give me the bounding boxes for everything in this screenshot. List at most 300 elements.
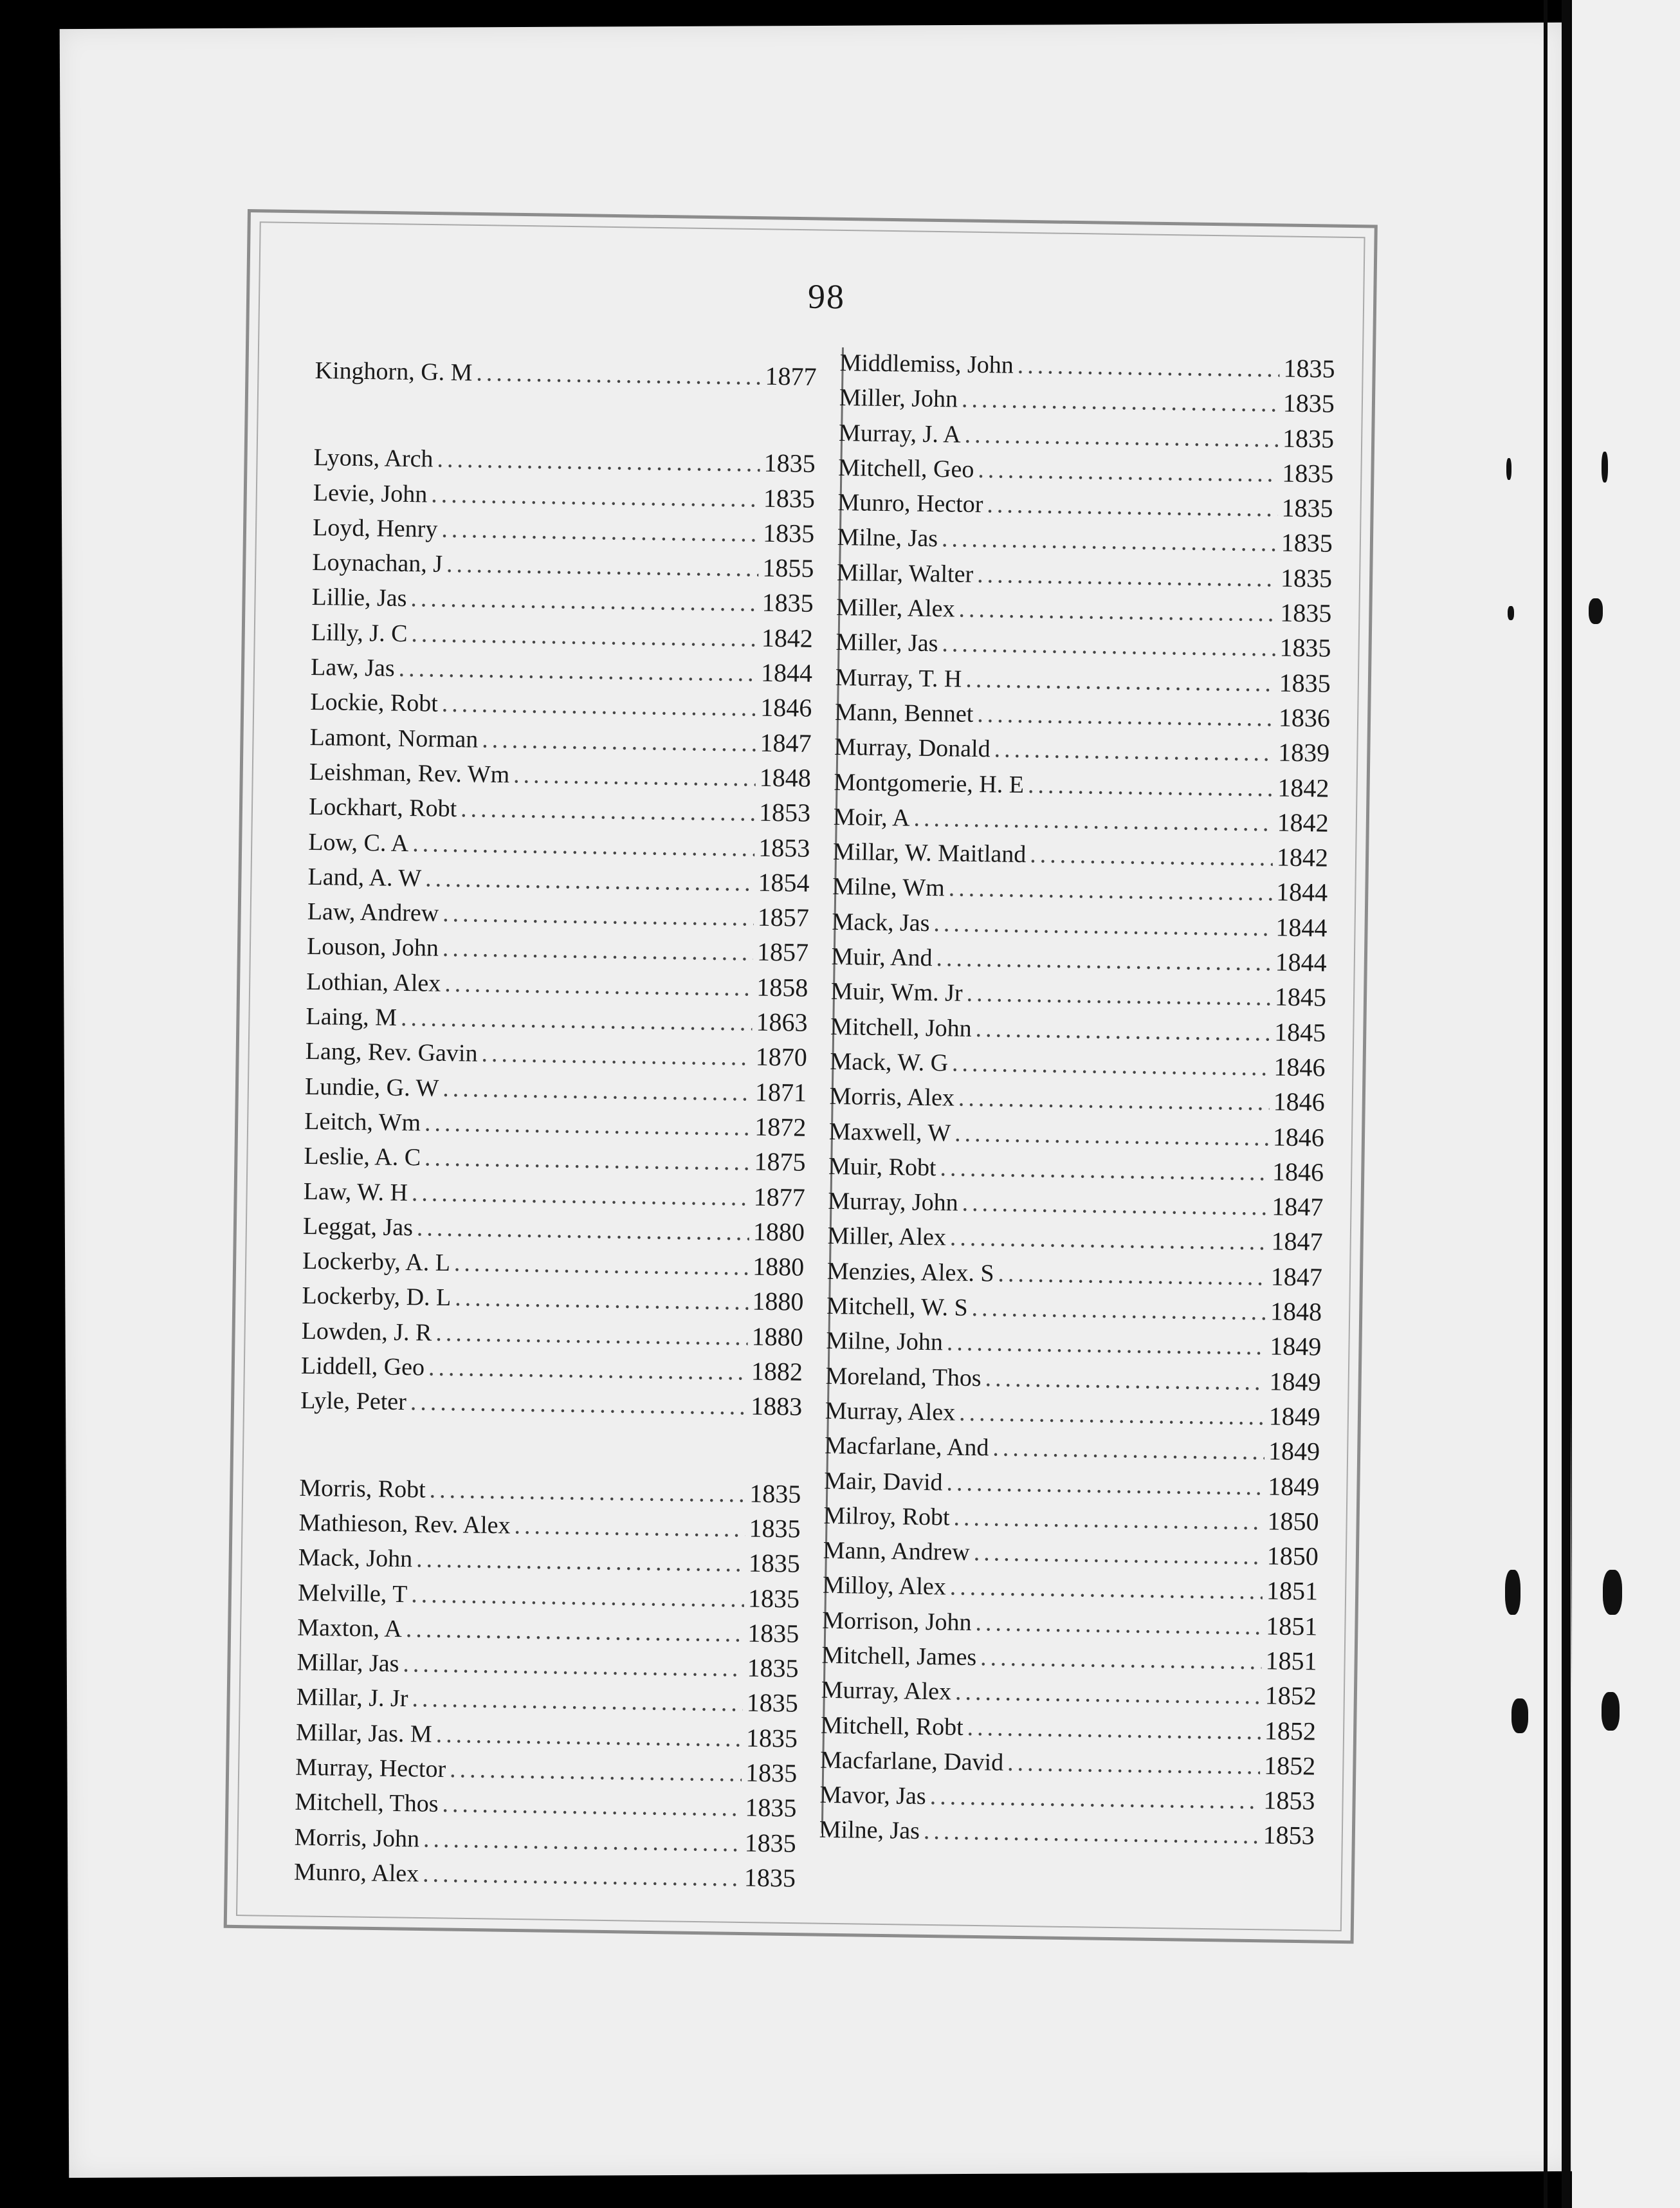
entry-name: Mitchell, James (821, 1641, 977, 1671)
entry-name: Lockerby, D. L (302, 1282, 452, 1312)
register-entry (307, 928, 809, 970)
register-entry (833, 799, 1329, 841)
entry-year: 1853 (758, 797, 811, 828)
dot-leader (975, 1605, 1262, 1644)
register-entry (833, 834, 1329, 876)
entry-year: 1844 (1275, 947, 1327, 977)
page-number: 98 (807, 277, 846, 317)
register-entry (825, 1357, 1321, 1399)
register-entry (821, 1672, 1317, 1714)
dot-leader (940, 1150, 1268, 1190)
entry-year: 1842 (1277, 773, 1329, 803)
entry-year: 1835 (747, 1583, 800, 1614)
entry-name: Millar, J. Jr (296, 1684, 408, 1713)
entry-year: 1835 (1279, 668, 1331, 698)
entry-year: 1845 (1274, 982, 1327, 1012)
register-entry (311, 649, 813, 691)
entry-year: 1882 (751, 1356, 803, 1386)
entry-year: 1847 (760, 728, 812, 758)
dot-leader (985, 1361, 1266, 1399)
entry-year: 1835 (1279, 598, 1332, 628)
register-entry (300, 1383, 803, 1424)
dot-leader (978, 452, 1279, 492)
entry-year: 1849 (1268, 1401, 1321, 1431)
entry-year: 1870 (755, 1042, 808, 1072)
entry-year: 1846 (1273, 1087, 1325, 1117)
register-entry (831, 973, 1327, 1015)
entry-name: Lang, Rev. Gavin (305, 1038, 478, 1067)
entry-name: Murray, John (828, 1187, 958, 1217)
entry-name: Menzies, Alex. S (826, 1257, 994, 1287)
entry-name: Maxton, A (297, 1614, 403, 1642)
register-entry (837, 484, 1333, 526)
register-entry (829, 1113, 1325, 1155)
dot-leader (461, 791, 756, 831)
register-entry (821, 1707, 1317, 1749)
dot-leader (913, 801, 1274, 841)
dot-leader (398, 651, 757, 691)
dot-leader (412, 826, 755, 866)
register-entry (303, 1208, 805, 1250)
entry-name: Mann, Bennet (834, 698, 974, 728)
dot-leader (1030, 837, 1273, 876)
dot-leader (435, 1315, 748, 1354)
entry-year: 1857 (757, 902, 810, 932)
entry-year: 1854 (758, 867, 810, 897)
entry-year: 1844 (760, 658, 813, 688)
register-entry (828, 1148, 1324, 1190)
dot-leader (998, 1256, 1267, 1294)
dot-leader (428, 1350, 748, 1390)
entry-year: 1883 (750, 1391, 803, 1422)
dot-leader (425, 1141, 751, 1180)
dot-leader (481, 1036, 752, 1075)
register-entry (308, 823, 810, 865)
register-entry (832, 869, 1328, 910)
entry-name: Mann, Andrew (823, 1536, 971, 1567)
entry-name: Lamont, Norman (309, 723, 479, 753)
dot-leader (435, 1717, 742, 1756)
dot-leader (933, 906, 1272, 946)
dot-leader (955, 1675, 1261, 1714)
entry-year: 1871 (754, 1077, 807, 1107)
entry-year: 1842 (761, 623, 814, 653)
entry-name: Leitch, Wm (304, 1107, 421, 1137)
register-entry (830, 1044, 1326, 1085)
register-entry (297, 1644, 799, 1686)
dot-leader (423, 1856, 740, 1895)
entry-year: 1845 (1274, 1017, 1326, 1047)
entry-name: Lockhart, Robt (308, 793, 457, 823)
register-entry (302, 1243, 805, 1285)
register-entry (298, 1505, 801, 1547)
entry-name: Lyons, Arch (313, 444, 434, 473)
register-entry (827, 1253, 1323, 1295)
entry-name: Moreland, Thos (825, 1362, 982, 1392)
dot-leader (443, 896, 754, 935)
entry-year: 1880 (752, 1251, 805, 1282)
group-spacer (314, 387, 816, 446)
register-entry (305, 1033, 807, 1075)
register-entry (301, 1313, 803, 1355)
entry-name: Miller, John (839, 384, 958, 413)
entry-year: 1863 (756, 1007, 808, 1037)
entry-name: Law, Jas (310, 654, 395, 682)
register-entry (302, 1278, 804, 1320)
register-entry (837, 519, 1333, 561)
entry-year: 1877 (753, 1182, 806, 1212)
register-entry (311, 579, 814, 621)
entry-year: 1835 (1281, 493, 1333, 523)
entry-name: Milne, John (826, 1327, 944, 1356)
register-entry (834, 764, 1329, 805)
right-column (819, 345, 1335, 1854)
dot-leader (975, 1011, 1270, 1051)
register-entry (313, 510, 815, 551)
dot-leader (403, 1646, 744, 1686)
register-entry (306, 998, 808, 1040)
entry-year: 1851 (1266, 1576, 1319, 1606)
dot-leader (454, 1246, 749, 1285)
entry-name: Murray, J. A (838, 419, 962, 448)
dot-leader (411, 616, 758, 656)
entry-name: Miller, Alex (836, 594, 955, 623)
scan-speck (1589, 598, 1603, 624)
entry-name: Montgomerie, H. E (834, 768, 1025, 798)
entry-year: 1846 (760, 693, 812, 723)
entry-year: 1835 (749, 1478, 801, 1509)
entry-year: 1835 (1282, 423, 1335, 454)
entry-year: 1835 (1283, 388, 1335, 419)
dot-leader (954, 1116, 1269, 1155)
dot-leader (959, 1395, 1265, 1435)
entry-name: Low, C. A (308, 828, 409, 857)
dot-leader (429, 1472, 745, 1511)
dot-leader (967, 1710, 1261, 1749)
register-entry (824, 1462, 1320, 1504)
binding-edge-line (1544, 0, 1548, 2208)
register-entry (306, 964, 808, 1006)
dot-leader (441, 512, 760, 551)
dot-leader (949, 1220, 1267, 1260)
register-entry (310, 684, 812, 726)
dot-leader (412, 1682, 743, 1721)
entry-name: Mitchell, Thos (295, 1789, 439, 1818)
dot-leader (992, 1431, 1265, 1469)
entry-year: 1842 (1276, 842, 1329, 872)
dot-leader (953, 1500, 1264, 1539)
dot-leader (443, 1071, 751, 1110)
entry-year: 1835 (749, 1513, 801, 1543)
entry-year: 1846 (1272, 1157, 1324, 1187)
entry-year: 1877 (765, 361, 817, 391)
entry-year: 1835 (747, 1653, 799, 1683)
register-entry (313, 475, 816, 517)
entry-year: 1852 (1264, 1716, 1317, 1746)
entry-year: 1853 (1263, 1785, 1315, 1816)
entry-name: Loyd, Henry (312, 513, 438, 543)
entry-name: Mack, W. G (830, 1047, 949, 1077)
dot-leader (994, 732, 1274, 771)
entry-name: Moir, A (833, 803, 910, 832)
entry-year: 1835 (1281, 528, 1333, 558)
entry-name: Muir, And (831, 943, 933, 972)
dot-leader (482, 722, 756, 760)
dot-leader (942, 627, 1276, 667)
dot-leader (455, 1281, 749, 1320)
register-entry (830, 1009, 1326, 1051)
register-entry (823, 1498, 1319, 1540)
scan-speck (1602, 452, 1608, 483)
entry-name: Macfarlane, David (819, 1746, 1004, 1776)
scan-speck (1506, 458, 1511, 480)
register-entry (297, 1610, 799, 1651)
dot-leader (958, 1081, 1270, 1120)
register-entry (296, 1714, 798, 1756)
register-entry (828, 1183, 1324, 1225)
entry-name: Lockerby, A. L (302, 1247, 451, 1277)
register-entry (831, 939, 1327, 980)
entry-name: Millar, Walter (836, 558, 974, 588)
dot-leader (425, 861, 754, 900)
entry-name: Macfarlane, And (824, 1432, 989, 1462)
dot-leader (450, 1752, 742, 1791)
entry-year: 1875 (754, 1146, 806, 1177)
entry-year: 1849 (1270, 1331, 1322, 1361)
entry-name: Middlemiss, John (839, 349, 1014, 379)
entry-year: 1835 (746, 1688, 799, 1718)
dot-leader (977, 697, 1275, 736)
entry-year: 1848 (1270, 1296, 1322, 1327)
entry-name: Levie, John (313, 479, 428, 508)
entry-year: 1835 (747, 1618, 799, 1648)
entry-name: Liddell, Geo (300, 1352, 425, 1381)
register-entry (826, 1288, 1322, 1330)
surname-group-m-continued (819, 345, 1335, 1854)
entry-year: 1855 (762, 553, 814, 584)
entry-name: Morris, John (294, 1823, 420, 1853)
dot-leader (948, 871, 1272, 910)
entry-name: Leishman, Rev. Wm (309, 758, 510, 789)
entry-name: Land, A. W (307, 863, 422, 892)
entry-name: Lyle, Peter (300, 1387, 407, 1416)
entry-name: Lillie, Jas (311, 584, 407, 612)
entry-name: Kinghorn, G. M (315, 356, 473, 387)
register-entry (826, 1323, 1322, 1365)
entry-name: Maxwell, W (828, 1118, 951, 1147)
entry-name: Mitchell, W. S (826, 1292, 968, 1321)
register-entry (298, 1574, 800, 1616)
entry-year: 1844 (1275, 912, 1328, 943)
entry-name: Morrison, John (822, 1606, 972, 1636)
register-entry (834, 729, 1330, 771)
entry-name: Leggat, Jas (302, 1212, 414, 1242)
entry-year: 1850 (1266, 1541, 1319, 1571)
dot-leader (980, 1640, 1262, 1679)
entry-year: 1872 (754, 1112, 807, 1142)
entry-year: 1851 (1265, 1611, 1318, 1641)
left-column (294, 353, 817, 1896)
register-entry (296, 1679, 798, 1721)
register-entry (309, 719, 812, 761)
dot-leader (936, 941, 1272, 980)
register-entry (822, 1602, 1318, 1644)
dot-leader (416, 1542, 745, 1581)
entry-year: 1880 (752, 1287, 804, 1317)
register-entry (821, 1637, 1317, 1679)
register-entry (835, 659, 1331, 701)
entry-name: Murray, Donald (834, 733, 991, 763)
register-entry (309, 754, 812, 796)
register-entry (312, 544, 814, 586)
scan-speck (1508, 606, 1514, 620)
register-entry (838, 450, 1334, 492)
entry-name: Mitchell, Geo (838, 454, 974, 483)
register-entry (835, 624, 1331, 666)
dot-leader (417, 1210, 750, 1250)
entry-year: 1848 (759, 762, 812, 793)
entry-year: 1839 (1277, 737, 1330, 768)
dot-leader (410, 1385, 747, 1425)
entry-year: 1880 (751, 1321, 804, 1352)
register-entry (837, 555, 1333, 596)
register-entry (304, 1138, 806, 1180)
dot-leader (412, 1175, 751, 1215)
dot-leader (947, 1325, 1266, 1365)
register-entry (820, 1742, 1316, 1784)
scan-speck (1511, 1698, 1528, 1733)
entry-year: 1849 (1267, 1471, 1320, 1502)
entry-year: 1850 (1267, 1506, 1319, 1536)
dot-leader (973, 1535, 1263, 1574)
register-entry (311, 614, 814, 656)
register-entry (307, 859, 810, 901)
dot-leader (411, 1577, 744, 1617)
register-entry (301, 1348, 803, 1390)
entry-name: Louson, John (306, 933, 439, 962)
register-entry (304, 1103, 807, 1145)
entry-year: 1836 (1278, 703, 1331, 733)
entry-name: Murray, Hector (295, 1753, 446, 1783)
entry-year: 1857 (756, 937, 809, 968)
entry-name: Laing, M (306, 1002, 397, 1031)
dot-leader (444, 966, 753, 1006)
entry-name: Lockie, Robt (310, 688, 439, 718)
entry-name: Miller, Alex (827, 1222, 947, 1251)
entry-name: Murray, Alex (821, 1677, 952, 1706)
entry-year: 1835 (762, 588, 814, 618)
register-entry (823, 1567, 1319, 1609)
entry-name: Leslie, A. C (304, 1143, 421, 1172)
entry-name: Muir, Robt (828, 1152, 936, 1182)
entry-name: Mair, David (824, 1467, 943, 1496)
entry-name: Lowden, J. R (301, 1317, 432, 1347)
dot-leader (446, 547, 759, 586)
dot-leader (929, 1779, 1259, 1818)
register-entry (315, 353, 817, 394)
register-entry (819, 1812, 1315, 1854)
entry-year: 1835 (763, 448, 816, 479)
entry-year: 1835 (744, 1863, 796, 1893)
register-entry (295, 1784, 797, 1826)
dot-leader (924, 1814, 1259, 1854)
entry-name: Mitchell, Robt (820, 1711, 963, 1741)
entry-year: 1847 (1271, 1226, 1323, 1257)
entry-year: 1835 (748, 1548, 801, 1578)
register-entry (836, 589, 1332, 631)
entry-name: Lundie, G. W (304, 1072, 439, 1102)
entry-name: Millar, W. Maitland (832, 838, 1027, 869)
register-entry (835, 694, 1331, 736)
entry-name: Milne, Jas (819, 1816, 920, 1845)
dot-leader (949, 1570, 1263, 1609)
entry-year: 1846 (1272, 1122, 1325, 1152)
dot-leader (513, 757, 756, 796)
entry-year: 1852 (1265, 1680, 1317, 1711)
dot-leader (964, 417, 1279, 456)
entry-year: 1835 (745, 1792, 797, 1823)
dot-leader (962, 1186, 1268, 1225)
register-entry (823, 1532, 1319, 1574)
scan-speck (1602, 1692, 1620, 1731)
entry-year: 1852 (1263, 1751, 1316, 1781)
surname-group-l (300, 439, 816, 1424)
entry-year: 1835 (1281, 458, 1334, 488)
surname-group-m (294, 1469, 801, 1895)
dot-leader (441, 686, 756, 726)
entry-year: 1835 (762, 518, 815, 548)
register-entry (832, 904, 1328, 946)
scan-speck (1505, 1570, 1520, 1615)
entry-year: 1847 (1270, 1262, 1323, 1292)
entry-year: 1835 (1283, 353, 1335, 383)
register-entry (819, 1777, 1315, 1819)
entry-year: 1835 (745, 1723, 798, 1753)
register-entry (298, 1540, 800, 1581)
register-entry (294, 1819, 796, 1861)
entry-name: Murray, Alex (825, 1397, 956, 1426)
entry-name: Milne, Wm (832, 873, 945, 902)
register-entry (825, 1393, 1320, 1435)
entry-year: 1842 (1277, 807, 1329, 838)
dot-leader (962, 382, 1279, 421)
entry-year: 1853 (758, 833, 810, 863)
dot-leader (965, 661, 1275, 701)
register-entry (827, 1218, 1323, 1260)
binding-edge-shadow (1562, 0, 1571, 2208)
dot-leader (476, 356, 762, 394)
entry-name: Mack, Jas (832, 908, 930, 937)
dot-leader (1007, 1745, 1261, 1784)
dot-leader (977, 557, 1277, 596)
entry-year: 1849 (1269, 1366, 1321, 1397)
entry-year: 1835 (1279, 632, 1331, 663)
register-entry (294, 1854, 796, 1896)
entry-year: 1847 (1272, 1191, 1324, 1222)
dot-leader (987, 487, 1278, 526)
entry-name: Mack, John (298, 1544, 413, 1573)
dot-leader (1017, 348, 1279, 387)
entry-name: Munro, Hector (837, 489, 983, 519)
entry-year: 1858 (756, 972, 808, 1002)
register-entry (313, 439, 816, 481)
entry-year: 1849 (1268, 1436, 1320, 1466)
register-entry (299, 1469, 801, 1511)
register-entry (309, 789, 811, 831)
register-entry (825, 1428, 1320, 1469)
entry-year: 1835 (745, 1758, 798, 1788)
dot-leader (966, 976, 1271, 1015)
